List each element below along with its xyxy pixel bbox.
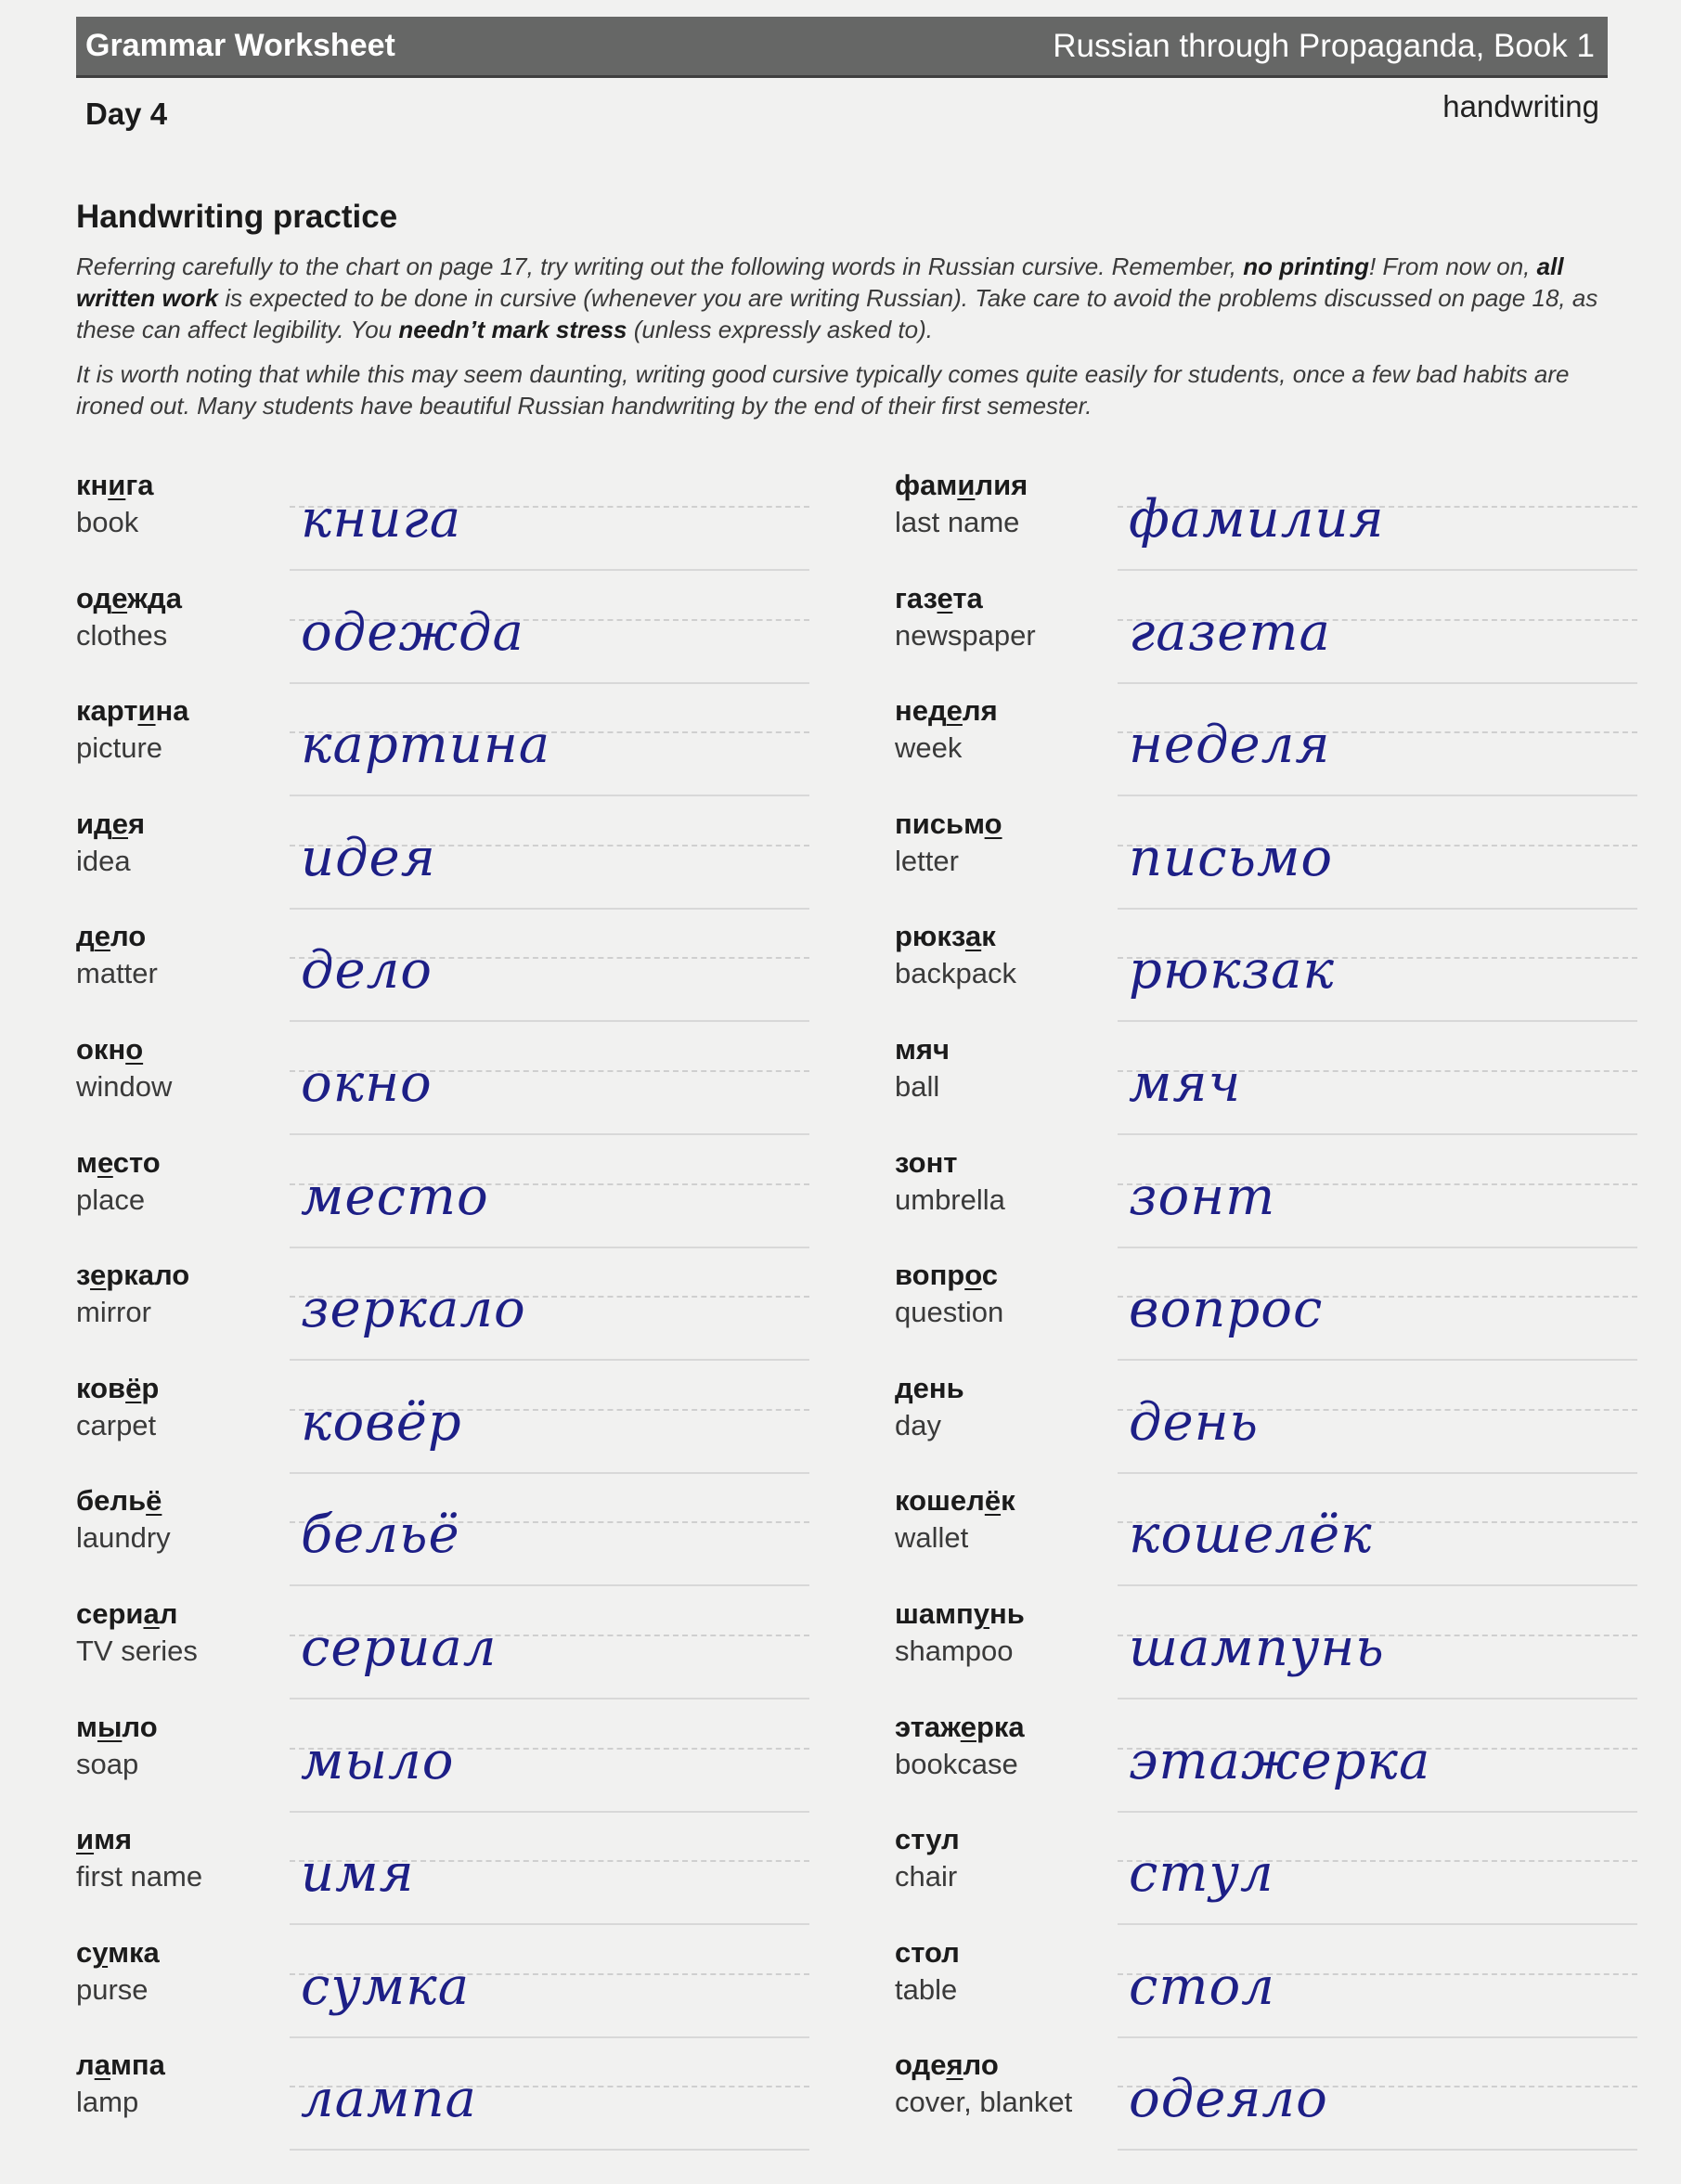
russian-word-part: з <box>76 1259 91 1292</box>
guide-line-base <box>290 1811 809 1813</box>
guide-line-base <box>1118 569 1637 571</box>
guide-line-base <box>1118 2036 1637 2038</box>
vocab-entry <box>76 2048 893 2162</box>
handwritten-word: кошелёк <box>1129 1505 1373 1566</box>
stressed-vowel: у <box>92 1935 109 1969</box>
stressed-vowel: о <box>964 1259 982 1292</box>
russian-word-part: к <box>1001 1484 1015 1518</box>
stressed-vowel: ы <box>97 1710 123 1743</box>
section-title: Handwriting practice <box>76 199 398 235</box>
handwritten-word: зеркало <box>301 1279 526 1340</box>
stressed-vowel: ё <box>984 1484 1002 1518</box>
russian-word-part: л <box>76 2048 95 2082</box>
russian-word-part: вопр <box>895 1259 965 1292</box>
english-translation: shampoo <box>895 1634 1014 1667</box>
vocab-entry <box>895 1259 1656 1372</box>
russian-word <box>895 2048 999 2082</box>
vocab-entry <box>76 1372 893 1485</box>
handwritten-word: шампунь <box>1129 1617 1385 1678</box>
handwritten-word: окно <box>301 1053 433 1114</box>
russian-word-part: оде <box>895 2048 947 2082</box>
english-translation: letter <box>895 844 959 877</box>
stressed-vowel: е <box>94 920 110 953</box>
russian-word <box>76 1823 132 1856</box>
vocab-entry <box>895 469 1656 582</box>
writing-area[interactable] <box>290 2048 809 2151</box>
russian-word <box>895 1146 957 1180</box>
stressed-vowel: а <box>143 1596 160 1630</box>
guide-line-base <box>290 2149 809 2151</box>
russian-word-part: бель <box>76 1484 147 1518</box>
handwritten-word: картина <box>301 715 551 776</box>
russian-word-part: письм <box>895 807 985 840</box>
writing-area[interactable] <box>290 469 809 571</box>
english-translation: week <box>895 731 963 765</box>
russian-word <box>76 1936 160 1970</box>
russian-word-part: д <box>76 920 95 953</box>
guide-line-base <box>1118 1923 1637 1925</box>
guide-line-base <box>290 1923 809 1925</box>
russian-word-part: жда <box>127 581 182 614</box>
russian-word <box>76 1146 161 1180</box>
english-translation: laundry <box>76 1521 171 1555</box>
english-translation: book <box>76 506 139 538</box>
russian-word-part: нь <box>989 1596 1025 1630</box>
vocab-column-right <box>895 469 1656 2162</box>
russian-word <box>895 469 1028 502</box>
handwritten-word: дело <box>301 940 433 1002</box>
russian-word-part: ля <box>962 694 998 728</box>
russian-word-part: мпа <box>110 2048 165 2082</box>
russian-word-part: сери <box>76 1596 144 1630</box>
english-translation: window <box>76 1069 173 1103</box>
intro-text: Referring carefully to the chart on page 17, try writing out the following words in Russian cursive. Remember, <box>76 252 1244 280</box>
russian-word-part: с <box>981 1259 999 1292</box>
stressed-vowel: и <box>76 1823 95 1856</box>
russian-word-part: я <box>128 807 146 840</box>
russian-word-part: мяч <box>895 1032 950 1066</box>
english-translation: first name <box>76 1860 203 1893</box>
handwritten-word: сумка <box>301 1956 471 2017</box>
russian-word <box>895 1823 960 1856</box>
writing-area[interactable] <box>290 808 809 910</box>
russian-word-part: карт <box>76 694 138 728</box>
stressed-vowel: и <box>108 469 126 501</box>
intro-text: is expected to be done in cursive (whenever you are writing Russian). Take care to avoid the problems discussed on page 18, as these can affect legibility. You <box>76 284 1598 343</box>
english-translation: day <box>895 1408 941 1441</box>
russian-word <box>76 694 189 728</box>
handwritten-word: бельё <box>301 1505 460 1566</box>
russian-word-part: стул <box>895 1823 960 1856</box>
russian-word <box>895 1033 950 1066</box>
guide-line-base <box>1118 1811 1637 1813</box>
writing-area[interactable] <box>290 1597 809 1699</box>
guide-line-base <box>290 1359 809 1361</box>
handwritten-word: письмо <box>1129 827 1334 888</box>
russian-word-part: этаж <box>895 1710 961 1743</box>
writing-area[interactable] <box>290 1484 809 1586</box>
guide-line-base <box>290 2036 809 2038</box>
vocab-entry <box>76 1484 893 1597</box>
worksheet-title: Grammar Worksheet <box>85 28 395 63</box>
writing-area[interactable] <box>1118 1259 1637 1361</box>
vocab-entry <box>895 1823 1656 1936</box>
stressed-vowel: а <box>94 2048 110 2082</box>
english-translation: ball <box>895 1069 940 1103</box>
writing-area[interactable] <box>1118 1936 1637 2038</box>
handwritten-word: день <box>1129 1391 1260 1453</box>
stressed-vowel: е <box>97 1145 113 1179</box>
stressed-vowel: о <box>984 807 1002 840</box>
russian-word <box>76 1372 159 1405</box>
russian-word <box>76 1033 143 1066</box>
handwritten-word: мяч <box>1129 1053 1242 1114</box>
russian-word-part: га <box>125 469 154 501</box>
russian-word-part: лия <box>975 469 1028 501</box>
english-translation: place <box>76 1182 146 1216</box>
intro-emphasis: all written work <box>76 252 1564 312</box>
russian-word-part: мя <box>94 1823 133 1856</box>
english-translation: umbrella <box>895 1182 1005 1216</box>
russian-word-part: шамп <box>895 1596 974 1630</box>
stressed-vowel: о <box>125 1032 144 1066</box>
writing-area[interactable] <box>1118 1597 1637 1699</box>
guide-line-base <box>290 1698 809 1699</box>
handwritten-word: место <box>301 1166 489 1227</box>
russian-word <box>895 1372 964 1405</box>
english-translation: chair <box>895 1860 958 1893</box>
writing-area[interactable] <box>290 1372 809 1474</box>
vocab-entry <box>895 920 1656 1033</box>
vocab-entry <box>76 1711 893 1824</box>
guide-line-base <box>290 1247 809 1248</box>
vocab-entry <box>76 1259 893 1372</box>
vocab-entry <box>76 582 893 695</box>
russian-word-part: день <box>895 1371 964 1404</box>
stressed-vowel: ё <box>125 1371 142 1404</box>
stressed-vowel: а <box>964 920 982 953</box>
writing-area[interactable] <box>290 582 809 684</box>
russian-word <box>895 1936 960 1970</box>
intro-text: ! From now on, <box>1369 252 1537 280</box>
handwritten-word: книга <box>301 489 462 549</box>
russian-word-part: ло <box>110 920 147 953</box>
russian-word <box>76 1484 162 1518</box>
writing-area[interactable] <box>290 1146 809 1248</box>
guide-line-base <box>290 1020 809 1022</box>
english-translation: carpet <box>76 1408 157 1441</box>
handwritten-word: имя <box>301 1843 415 1905</box>
vocab-column-left <box>76 469 893 2162</box>
category-label: handwriting <box>1442 89 1599 123</box>
guide-line-base <box>1118 1020 1637 1022</box>
handwritten-word: одежда <box>301 601 524 663</box>
stressed-vowel: у <box>973 1596 989 1630</box>
russian-word-part: нед <box>895 694 947 728</box>
vocab-entry <box>76 1936 893 2049</box>
russian-word-part: м <box>76 1145 97 1179</box>
russian-word-part: та <box>952 581 983 614</box>
english-translation: picture <box>76 731 163 765</box>
russian-word-part: на <box>155 694 189 728</box>
writing-area[interactable] <box>1118 1823 1637 1925</box>
stressed-vowel: и <box>137 694 156 728</box>
guide-line-base <box>1118 1698 1637 1699</box>
writing-area[interactable] <box>290 920 809 1022</box>
handwritten-word: одеяло <box>1129 2069 1328 2130</box>
russian-word <box>895 920 996 953</box>
writing-area[interactable] <box>1118 808 1637 910</box>
guide-line-base <box>290 795 809 796</box>
stressed-vowel: я <box>946 2048 963 2082</box>
guide-line-base <box>1118 1472 1637 1474</box>
vocab-entry <box>76 808 893 921</box>
day-label: Day 4 <box>85 97 168 131</box>
handwritten-word: фамилия <box>1129 489 1385 549</box>
guide-line-base <box>290 1472 809 1474</box>
russian-word-part: кн <box>76 469 109 501</box>
russian-word <box>895 694 998 728</box>
handwritten-word: идея <box>301 827 436 888</box>
writing-area[interactable] <box>1118 694 1637 796</box>
guide-line-base <box>1118 1247 1637 1248</box>
russian-word-part: рюкз <box>895 920 965 953</box>
russian-word <box>76 582 182 615</box>
guide-line-base <box>290 1584 809 1586</box>
handwritten-word: ковёр <box>301 1391 462 1453</box>
english-translation: lamp <box>76 2086 139 2119</box>
handwritten-word: лампа <box>301 2069 477 2130</box>
english-translation: purse <box>76 1972 149 2006</box>
english-translation: idea <box>76 844 131 877</box>
stressed-vowel: и <box>957 469 976 501</box>
guide-line-base <box>290 569 809 571</box>
writing-area[interactable] <box>1118 469 1637 571</box>
header-bar <box>76 17 1608 78</box>
guide-line-base <box>1118 795 1637 796</box>
stressed-vowel: е <box>90 1259 107 1292</box>
vocab-entry <box>895 1711 1656 1824</box>
handwritten-word: этажерка <box>1129 1730 1431 1791</box>
handwritten-word: стул <box>1129 1843 1274 1905</box>
vocab-entry <box>76 920 893 1033</box>
handwritten-word: сериал <box>301 1617 498 1678</box>
english-translation: matter <box>76 957 158 990</box>
vocab-entry <box>895 582 1656 695</box>
vocab-entry <box>76 1146 893 1260</box>
russian-word-part: с <box>76 1935 93 1969</box>
guide-line-base <box>290 1133 809 1135</box>
stressed-vowel: е <box>111 807 128 840</box>
russian-word-part: од <box>76 581 112 614</box>
guide-line-base <box>1118 1584 1637 1586</box>
english-translation: TV series <box>76 1634 198 1667</box>
stressed-vowel: ё <box>146 1484 162 1518</box>
handwritten-word: неделя <box>1129 715 1331 776</box>
intro-emphasis: no printing <box>1243 252 1370 280</box>
vocab-entry <box>895 2048 1656 2162</box>
english-translation: clothes <box>76 618 168 652</box>
vocab-entry <box>895 1033 1656 1146</box>
russian-word <box>76 469 153 502</box>
vocab-entry <box>76 1033 893 1146</box>
russian-word <box>76 808 145 841</box>
handwritten-word: рюкзак <box>1129 940 1335 1002</box>
guide-line-base <box>290 908 809 910</box>
guide-line-base <box>290 682 809 684</box>
vocab-entry <box>895 1146 1656 1260</box>
writing-area[interactable] <box>290 1033 809 1135</box>
writing-area[interactable] <box>1118 1372 1637 1474</box>
russian-word-part: сто <box>112 1145 161 1179</box>
stressed-vowel: е <box>111 581 128 614</box>
english-translation: newspaper <box>895 618 1036 652</box>
russian-word-part: газ <box>895 581 937 614</box>
writing-area[interactable] <box>290 1823 809 1925</box>
writing-area[interactable] <box>290 1711 809 1813</box>
writing-area[interactable] <box>290 1259 809 1361</box>
handwritten-word: зонт <box>1129 1166 1276 1227</box>
vocab-entry <box>76 694 893 808</box>
russian-word <box>895 808 1002 841</box>
handwritten-word: стол <box>1129 1956 1275 2017</box>
russian-word-part: ков <box>76 1371 126 1404</box>
russian-word-part: стол <box>895 1935 960 1969</box>
writing-area[interactable] <box>1118 1146 1637 1248</box>
handwritten-word: вопрос <box>1129 1279 1324 1340</box>
vocab-entry <box>76 1597 893 1711</box>
writing-area[interactable] <box>1118 1484 1637 1586</box>
russian-word <box>895 1484 1015 1518</box>
vocab-entry <box>895 1597 1656 1711</box>
russian-word-part: окн <box>76 1032 126 1066</box>
intro-paragraph-2: It is worth noting that while this may seem daunting, writing good cursive typically comes quite easily for students, once a few bad habits are ironed out. Many students have beautiful Russian handwriting by the end of their first semester. <box>76 360 1570 420</box>
vocab-entry <box>895 1936 1656 2049</box>
russian-word-part: ид <box>76 807 112 840</box>
intro-text: (unless expressly asked to). <box>627 316 933 343</box>
writing-area[interactable] <box>1118 1033 1637 1135</box>
russian-word-part: ло <box>963 2048 999 2082</box>
intro-paragraph-1 <box>76 251 1617 345</box>
english-translation: backpack <box>895 957 1016 990</box>
stressed-vowel: е <box>960 1710 976 1743</box>
russian-word <box>76 920 146 953</box>
guide-line-base <box>1118 908 1637 910</box>
russian-word <box>76 1711 158 1744</box>
russian-word-part: ло <box>122 1710 158 1743</box>
russian-word <box>76 2048 165 2082</box>
russian-word <box>76 1259 189 1292</box>
writing-area[interactable] <box>1118 2048 1637 2151</box>
guide-line-base <box>1118 2149 1637 2151</box>
russian-word-part: л <box>159 1596 178 1630</box>
english-translation: mirror <box>76 1296 151 1329</box>
russian-word <box>895 582 983 615</box>
russian-word-part: к <box>981 920 996 953</box>
russian-word-part: зонт <box>895 1145 958 1179</box>
english-translation: wallet <box>895 1521 969 1555</box>
vocab-entry <box>76 469 893 582</box>
russian-word-part: м <box>76 1710 97 1743</box>
writing-area[interactable] <box>290 694 809 796</box>
russian-word <box>895 1711 1025 1744</box>
writing-area[interactable] <box>1118 582 1637 684</box>
vocab-entry <box>895 808 1656 921</box>
english-translation: soap <box>76 1747 139 1780</box>
vocab-entry <box>895 694 1656 808</box>
stressed-vowel: е <box>937 581 953 614</box>
guide-line-base <box>1118 682 1637 684</box>
russian-word-part: р <box>141 1371 160 1404</box>
writing-area[interactable] <box>1118 1711 1637 1813</box>
english-translation: cover, blanket <box>895 2086 1073 2119</box>
guide-line-base <box>1118 1133 1637 1135</box>
russian-word <box>895 1597 1025 1631</box>
writing-area[interactable] <box>1118 920 1637 1022</box>
vocab-entry <box>76 1823 893 1936</box>
intro-emphasis: needn’t mark stress <box>398 316 627 343</box>
handwritten-word: газета <box>1129 601 1331 663</box>
vocab-entry <box>895 1484 1656 1597</box>
vocab-entry <box>895 1372 1656 1485</box>
stressed-vowel: е <box>946 694 963 728</box>
english-translation: last name <box>895 506 1020 538</box>
russian-word-part: фам <box>895 469 958 501</box>
russian-word-part: кошел <box>895 1484 985 1518</box>
handwritten-word: мыло <box>301 1730 455 1791</box>
english-translation: question <box>895 1296 1004 1329</box>
english-translation: bookcase <box>895 1747 1018 1780</box>
russian-word-part: ркало <box>106 1259 190 1292</box>
russian-word <box>895 1259 998 1292</box>
guide-line-base <box>1118 1359 1637 1361</box>
russian-word <box>76 1597 177 1631</box>
russian-word-part: мка <box>108 1935 160 1969</box>
writing-area[interactable] <box>290 1936 809 2038</box>
russian-word-part: рка <box>976 1710 1025 1743</box>
english-translation: table <box>895 1972 958 2006</box>
book-title: Russian through Propaganda, Book 1 <box>1053 27 1595 64</box>
